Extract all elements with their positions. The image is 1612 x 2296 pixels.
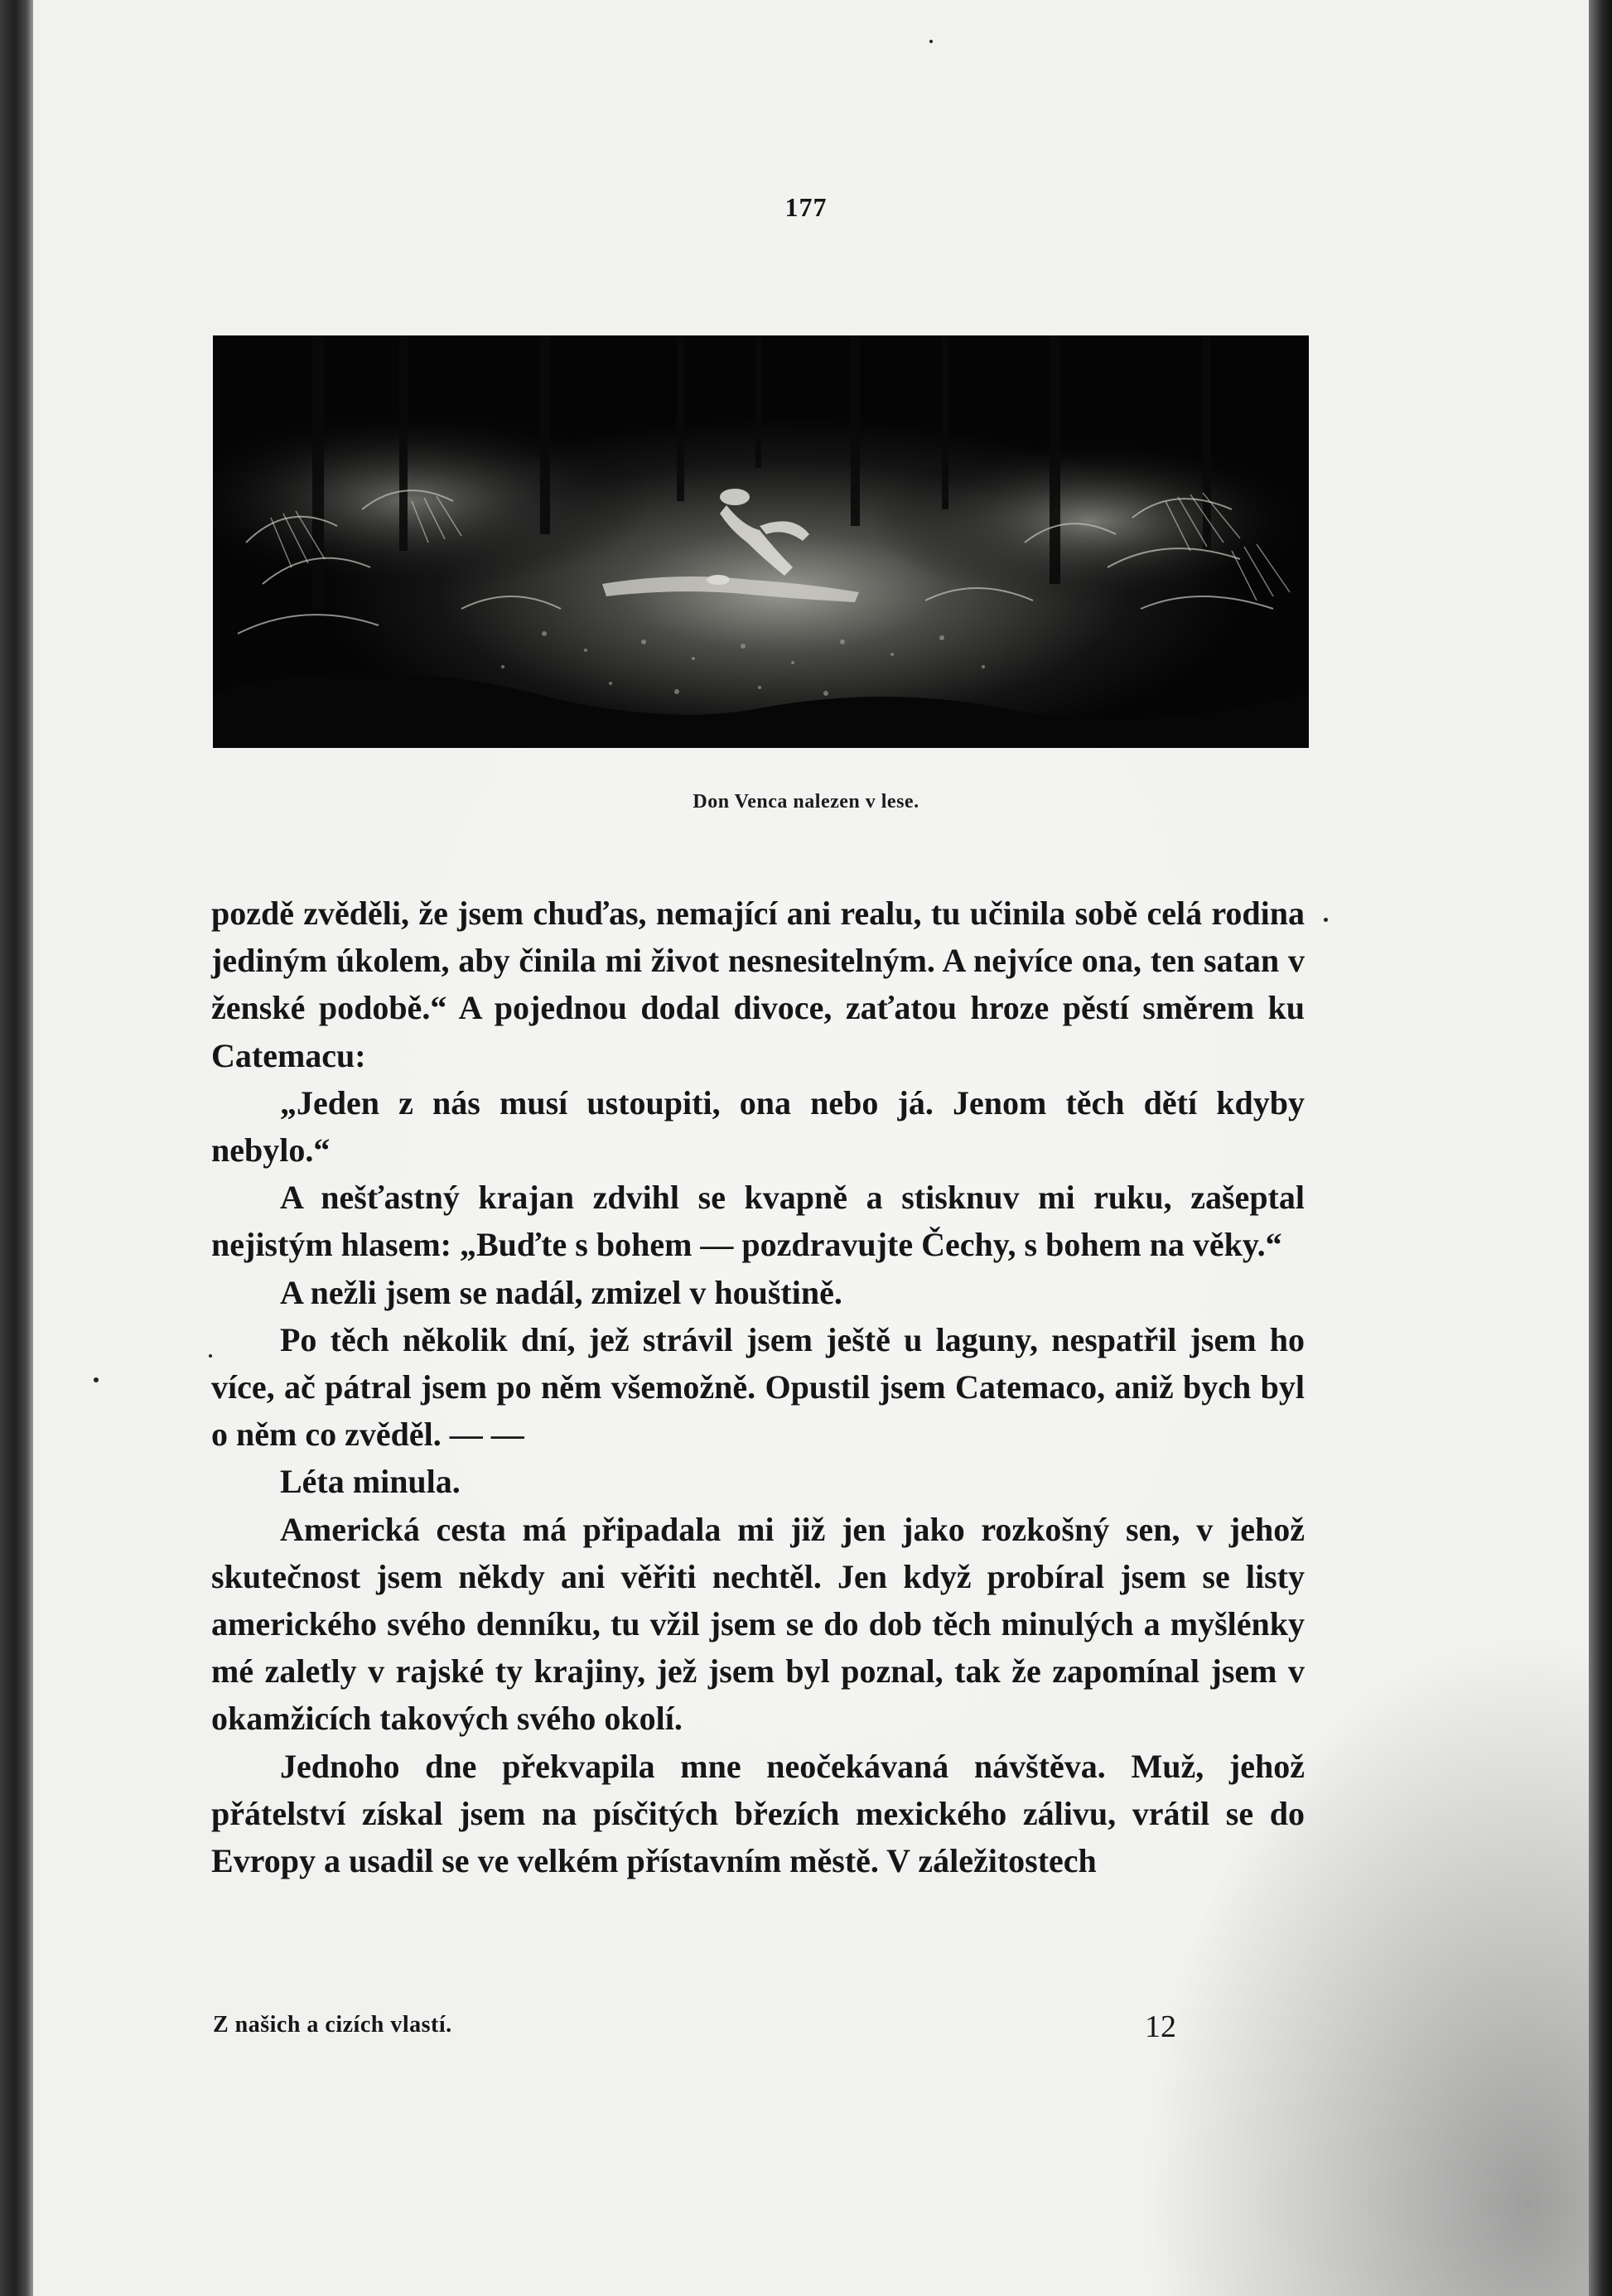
signature-mark: 12 <box>1145 2009 1176 2044</box>
paragraph: pozdě zvěděli, že jsem chuďas, nemající ani realu, tu učinila sobě celá rodina jediným úkolem, aby činila mi život nesnesitelným. A nejvíce ona, ten satan v ženské podobě.“ A pojednou dodal divoce, zaťatou hroze pěstí směrem ku Catemacu: <box>211 895 1305 1074</box>
dust-speck <box>94 1377 99 1382</box>
book-title: Z našich a cizích vlastí. <box>213 2012 452 2038</box>
illustration-caption: Don Venca nalezen v lese. <box>693 791 919 813</box>
paragraph: Po těch několik dní, jež strávil jsem ještě u laguny, nespatřil jsem ho více, ač pátral jsem po něm všemožně. Opustil jsem Catemaco, aniž bych byl o něm co zvěděl. — — <box>211 1320 1305 1454</box>
paragraph: Americká cesta má připadala mi již jen jako rozkošný sen, v jehož skutečnost jsem někdy ani věřiti nechtěl. Jen když probíral jsem se listy amerického svého denníku, tu vžil jsem se do dob těch minulých a myšlénky mé zaletly v rajské ty krajiny, jež jsem byl poznal, tak že zapomínal jsem v okamžicích takových svého okolí. <box>211 1510 1305 1738</box>
page-right-edge <box>1589 0 1612 2296</box>
page-number: 177 <box>784 192 828 222</box>
dust-speck <box>209 1354 212 1358</box>
paragraph: Jednoho dne překvapila mne neočekávaná návštěva. Muž, jehož přátelství získal jsem na písčitých březích mexického zálivu, vrátil se do Evropy a usadil se ve velkém přístavním městě. V záležitostech <box>211 1747 1305 1880</box>
forest-engraving <box>213 335 1309 748</box>
paragraph: Léta minula. <box>280 1463 461 1501</box>
paragraph: A nežli jsem se nadál, zmizel v houštině. <box>280 1273 842 1311</box>
paragraph: „Jeden z nás musí ustoupiti, ona nebo já. Jenom těch dětí kdyby nebylo.“ <box>211 1083 1305 1170</box>
dust-speck <box>1324 918 1328 922</box>
body-text <box>211 890 1305 1884</box>
book-spine-edge <box>0 0 33 2296</box>
paragraph: A nešťastný krajan zdvihl se kvapně a stisknuv mi ruku, zašeptal nejistým hlasem: „Buďte s bohem — pozdravujte Čechy, s bohem na věky.“ <box>211 1179 1305 1264</box>
forest-illustration <box>213 335 1309 748</box>
dust-speck <box>929 40 933 43</box>
